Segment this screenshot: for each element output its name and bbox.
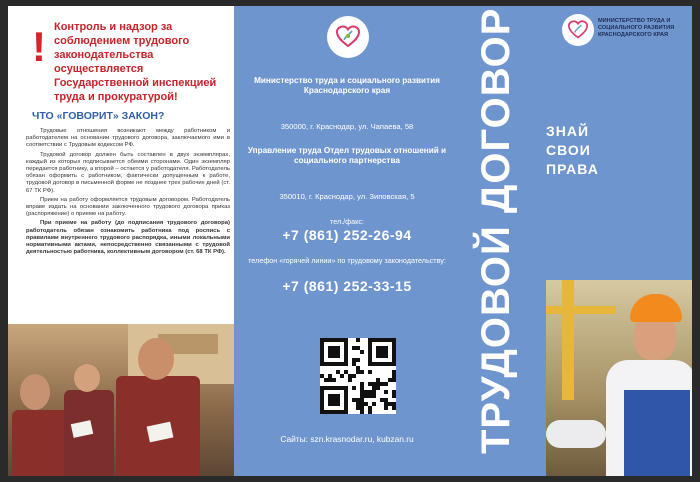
hotline-label: телефон «горячей линии» по трудовому законодательству: [248,256,446,265]
exclamation-icon: ! [32,23,46,70]
qr-code[interactable] [320,338,396,414]
address-1: 350000, г. Краснодар, ул. Чапаева, 58 [280,122,414,131]
law-heading: ЧТО «ГОВОРИТ» ЗАКОН? [32,110,165,122]
brochure [8,6,692,476]
heart-logo-icon [568,20,588,40]
qr-code-icon [320,338,396,414]
law-paragraph: При приеме на работу (до подписания трудового договора) работодатель обязан ознакомить работника под роспись с правилами внутреннего трудового распорядка, иными локальными нормативными актами, непосредственно связанными с трудовой деятельностью работника, коллективным договором (ст. 68 ТК РФ). [26,220,230,256]
phone-label: тел./факс: [330,217,364,226]
slogan-line: СВОИ [546,142,591,158]
law-body [26,128,230,258]
law-paragraph: Трудовой договор должен быть составлен в двух экземплярах, каждый из которых подписывается обеими сторонами. Один экземпляр передается работнику, а второй – остается у работодателя. Работодатель обязан оформить с работником, фактически допущенным к работе, трудовой договор в письменной форме не позднее трех рабочих дней (ст. 67 ТК РФ). [26,151,230,194]
workers-photo [8,324,234,476]
law-paragraph: Трудовые отношения возникают между работником и работодателем на основании трудового договора, заключаемого ими в соответствии с Трудовым кодексом РФ. [26,128,230,149]
hotline-number[interactable]: +7 (861) 252-33-15 [282,278,412,294]
phone-number[interactable]: +7 (861) 252-26-94 [282,227,412,243]
ministry-logo-small [562,14,594,46]
slogan-line: ЗНАЙ [546,123,590,139]
left-panel [8,6,234,476]
contacts-panel [234,6,460,476]
hard-hat-icon [630,294,682,322]
law-paragraph: Прием на работу оформляется трудовым договором. Работодатель вправе издать на основании заключенного трудового договора приказ (распоряжение) о приеме на работу. [26,196,230,218]
slogan [546,122,599,179]
worker-handshake-photo [546,280,692,476]
heart-logo-icon [336,25,360,49]
department-name: Управление труда Отдел трудовых отношений и социального партнерства [247,146,447,165]
websites[interactable]: Сайты: szn.krasnodar.ru, kubzan.ru [280,434,414,444]
ministry-name: Министерство труда и социального развития Краснодарского края [254,76,440,95]
address-2: 350010, г. Краснодар, ул. Зиповская, 5 [279,192,415,201]
cover-panel [460,6,692,476]
warning-text: Контроль и надзор за соблюдением трудового законодательства осуществляется Государственной инспекцией труда и прокуратурой! [54,21,217,103]
ministry-name-small: МИНИСТЕРСТВО ТРУДА И СОЦИАЛЬНОГО РАЗВИТИЯ КРАСНОДАРСКОГО КРАЯ [598,18,675,38]
slogan-line: ПРАВА [546,161,599,177]
ministry-logo [327,16,369,58]
cover-title: ТРУДОВОЙ ДОГОВОР [474,7,518,454]
